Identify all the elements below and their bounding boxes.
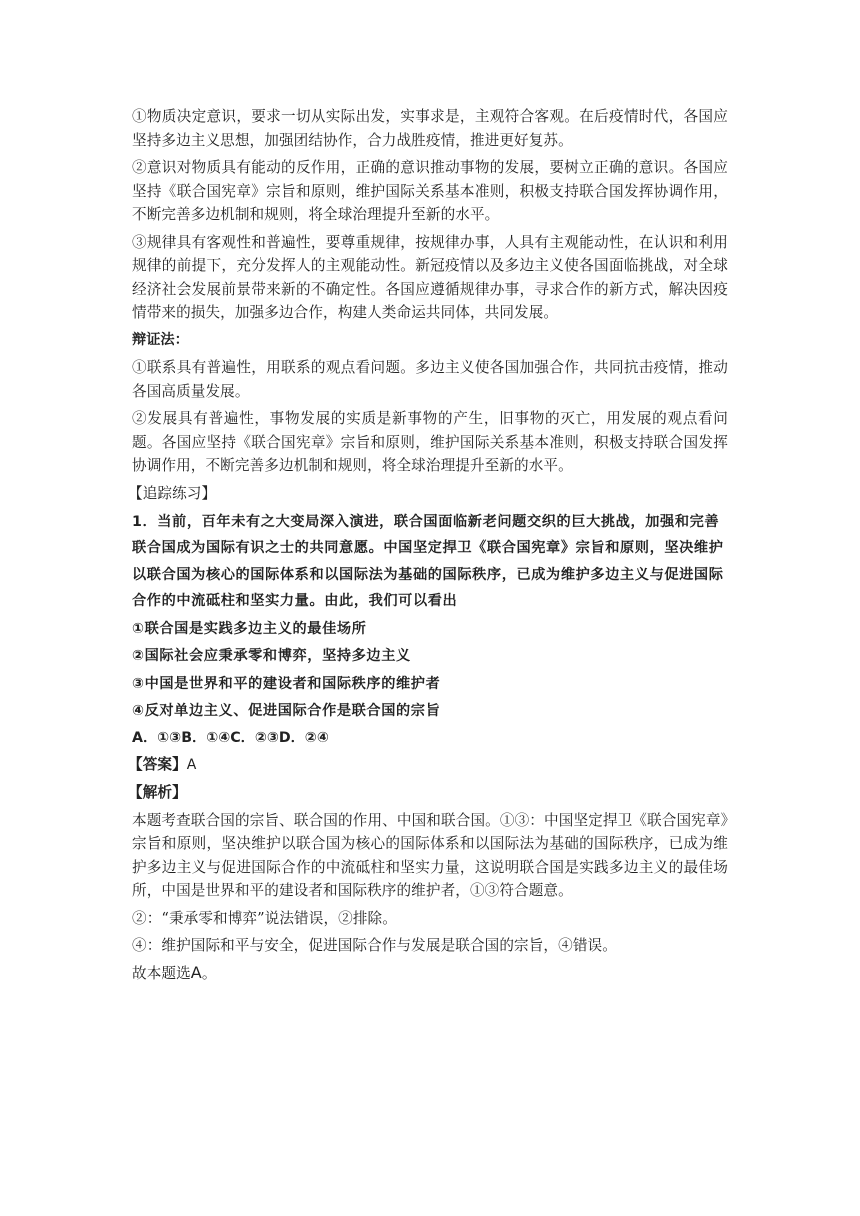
dialectics-heading: 辩证法： [132, 331, 189, 348]
analysis-label: 【解析】 [128, 784, 187, 802]
answer-options: A．①③B．①④C．②③D．②④ [132, 730, 329, 747]
materialism-point-1: ①物质决定意识，要求一切从实际出发，实事求是，主观符合客观。在后疫情时代，各国应坚持多边主义思想，加强团结协作，合力战胜疫情，推进更好复苏。 [132, 108, 728, 149]
statement-3: ③中国是世界和平的建设者和国际秩序的维护者 [132, 675, 441, 692]
question-stem: 1．当前，百年未有之大变局深入演进，联合国面临新老问题交织的巨大挑战，加强和完善联合国成为国际有识之士的共同意愿。中国坚定捍卫《联合国宪章》宗旨和原则，坚决维护以联合国为核心的国际体系和以国际法为基础的国际秩序，已成为维护多边主义与促进国际合作的中流砥柱和坚实力量。由此，我们可以看出 [132, 514, 724, 610]
dialectics-point-1: ①联系具有普遍性，用联系的观点看问题。多边主义使各国加强合作，共同抗击疫情，推动各国高质量发展。 [132, 359, 728, 400]
answer-line [128, 753, 728, 778]
materialism-point-3: ③规律具有客观性和普遍性，要尊重规律，按规律办事，人具有主观能动性，在认识和利用规律的前提下，充分发挥人的主观能动性。新冠疫情以及多边主义使各国面临挑战，对全球经济社会发展前景带来新的不确定性。各国应遵循规律办事，寻求合作的新方式，解决因疫情带来的损失，加强多边合作，构建人类命运共同体，共同发展。 [132, 233, 728, 322]
statement-2: ②国际社会应秉承零和博弈，坚持多边主义 [132, 648, 411, 665]
answer-label: 【答案】 [128, 755, 187, 773]
statement-4: ④反对单边主义、促进国际合作是联合国的宗旨 [132, 702, 441, 719]
dialectics-point-2: ②发展具有普遍性，事物发展的实质是新事物的产生，旧事物的灭亡，用发展的观点看问题。各国应坚持《联合国宪章》宗旨和原则，维护国际关系基本准则，积极支持联合国发挥协调作用，不断完善多边机制和规则，将全球治理提升至新的水平。 [132, 410, 728, 475]
document-page [128, 105, 728, 990]
practice-section-label: 【追踪练习】 [128, 484, 217, 502]
conclusion-prefix: 故本题选 [132, 965, 191, 983]
conclusion-suffix: 。 [201, 965, 217, 983]
analysis-paragraph-1: 本题考查联合国的宗旨、联合国的作用、中国和联合国。①③：中国坚定捍卫《联合国宪章》宗旨和原则，坚决维护以联合国为核心的国际体系和以国际法为基础的国际秩序，已成为维护多边主义与促进国际合作的中流砥柱和坚实力量，这说明联合国是实践多边主义的最佳场所，中国是世界和平的建设者和国际秩序的维护者，①③符合题意。 [132, 811, 728, 900]
analysis-paragraph-2: ②：“秉承零和博弈”说法错误，②排除。 [132, 909, 397, 927]
conclusion-answer: A [190, 963, 202, 983]
materialism-point-2: ②意识对物质具有能动的反作用，正确的意识推动事物的发展，要树立正确的意识。各国应坚持《联合国宪章》宗旨和原则，维护国际关系基本准则，积极支持联合国发挥协调作用，不断完善多边机制和规则，将全球治理提升至新的水平。 [132, 158, 728, 224]
statement-1: ①联合国是实践多边主义的最佳场所 [132, 620, 367, 637]
analysis-label-line [128, 781, 728, 805]
analysis-paragraph-3: ④：维护国际和平与安全，促进国际合作与发展是联合国的宗旨，④错误。 [132, 937, 617, 955]
conclusion-line [132, 961, 728, 986]
answer-value: A [186, 756, 197, 773]
